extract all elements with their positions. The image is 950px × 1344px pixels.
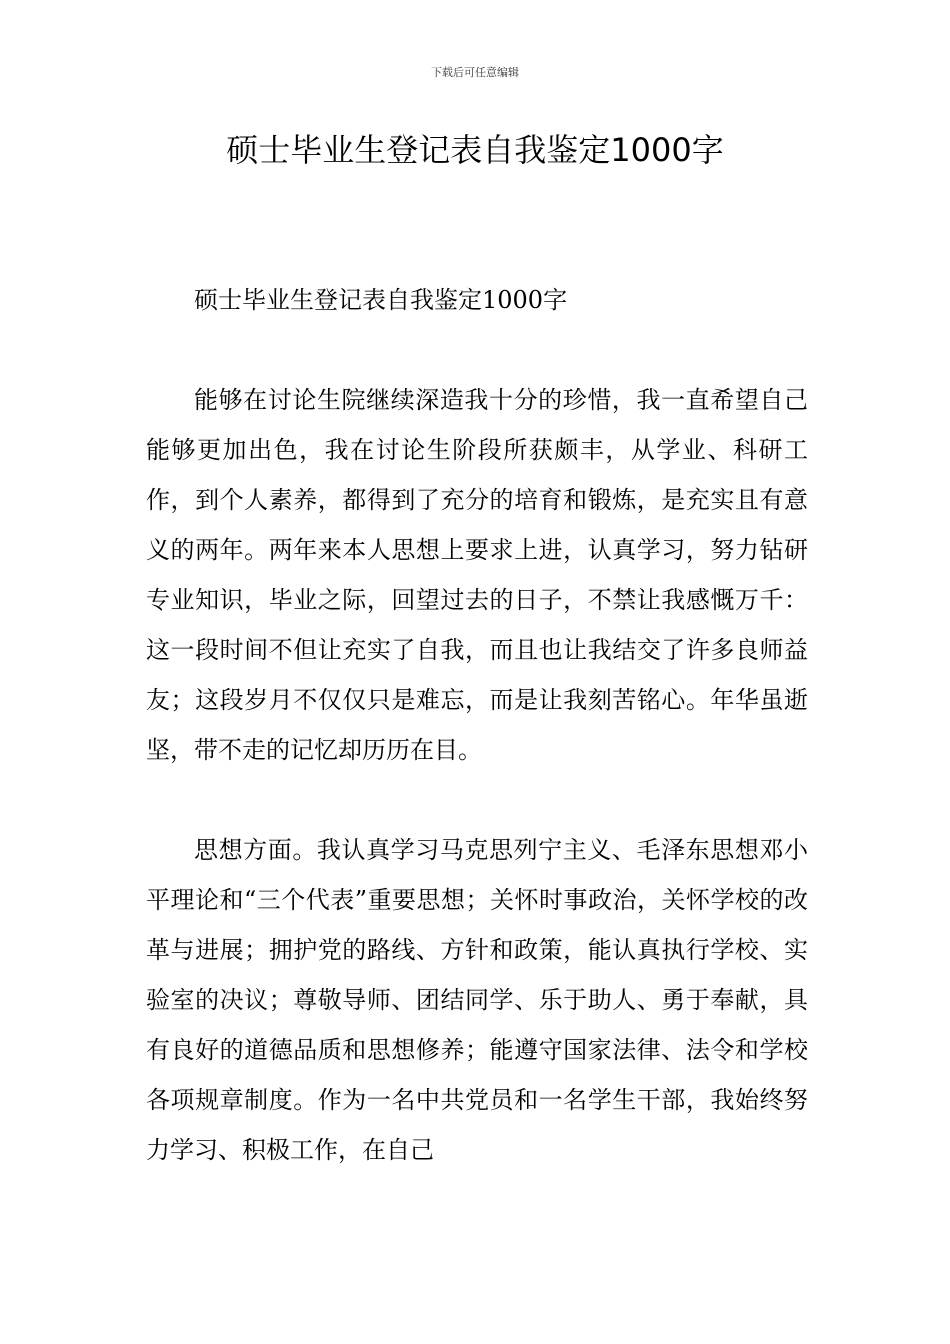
document-body <box>146 275 808 1175</box>
paragraph-spacer <box>146 325 808 375</box>
header-note: 下载后可任意编辑 <box>431 66 519 79</box>
section-heading: 硕士毕业生登记表自我鉴定1000字 <box>194 286 568 314</box>
paragraph-spacer <box>146 775 808 825</box>
document-title: 硕士毕业生登记表自我鉴定1000字 <box>226 131 724 169</box>
paragraph-1: 能够在讨论生院继续深造我十分的珍惜，我一直希望自己能够更加出色，我在讨论生阶段所获颇丰，从学业、科研工作，到个人素养，都得到了充分的培育和锻炼，是充实且有意义的两年。两年来本人思想上要求上进，认真学习，努力钻研专业知识，毕业之际，回望过去的日子，不禁让我感慨万千：这一段时间不但让充实了自我，而且也让我结交了许多良师益友；这段岁月不仅仅只是难忘，而是让我刻苦铭心。年华虽逝坚，带不走的记忆却历历在目。 <box>146 386 808 764</box>
paragraph-2: 思想方面。我认真学习马克思列宁主义、毛泽东思想邓小平理论和“三个代表”重要思想；关怀时事政治，关怀学校的改革与进展；拥护党的路线、方针和政策，能认真执行学校、实验室的决议；尊敬导师、团结同学、乐于助人、勇于奉献，具有良好的道德品质和思想修养；能遵守国家法律、法令和学校各项规章制度。作为一名中共党员和一名学生干部，我始终努力学习、积极工作，在自己 <box>146 836 808 1164</box>
